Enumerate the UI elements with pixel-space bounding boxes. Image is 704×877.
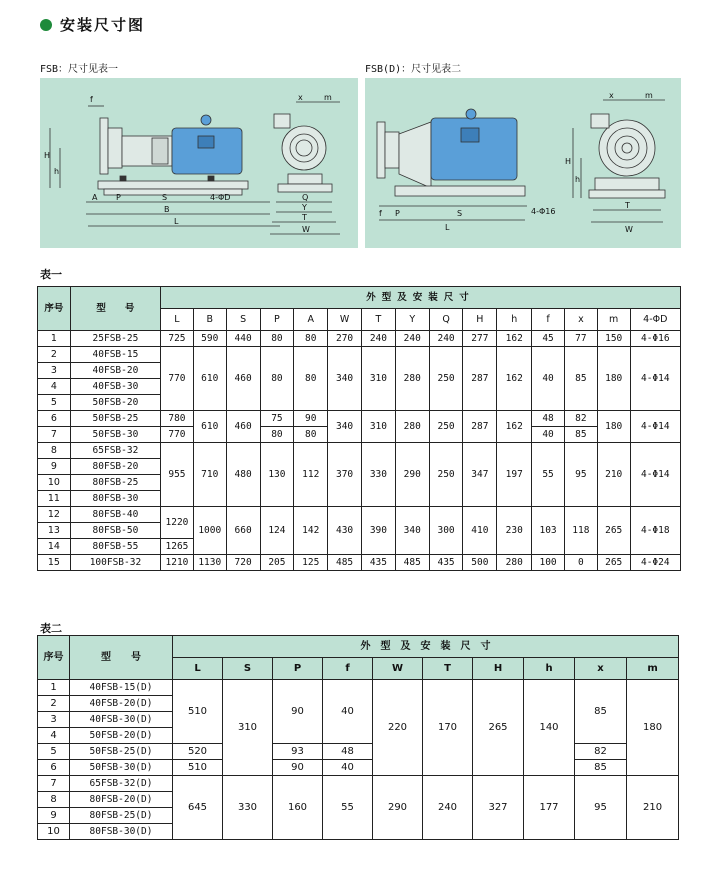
model-cell: 80FSB-55 <box>70 539 160 555</box>
model-cell: 50FSB-20(D) <box>70 728 173 744</box>
value-cell: 330 <box>223 776 273 840</box>
model-cell: 40FSB-20(D) <box>70 696 173 712</box>
table1-col-Y: Y <box>395 309 429 331</box>
value-cell: 4-Φ16 <box>630 331 680 347</box>
value-cell: 40 <box>532 427 565 443</box>
dim-A-label: A <box>92 193 98 202</box>
value-cell: 170 <box>423 680 473 776</box>
value-cell: 1210 <box>161 555 194 571</box>
table1-col-Q: Q <box>429 309 463 331</box>
value-cell: 240 <box>423 776 473 840</box>
table2-col-S: S <box>223 658 273 680</box>
seq-cell: 6 <box>38 760 70 776</box>
table1-label: 表一 <box>40 268 62 281</box>
model-cell: 50FSB-25(D) <box>70 744 173 760</box>
value-cell: 440 <box>226 331 260 347</box>
table1-col-B: B <box>193 309 226 331</box>
value-cell: 287 <box>463 411 497 443</box>
value-cell: 40 <box>323 680 373 744</box>
value-cell: 85 <box>564 347 597 411</box>
value-cell: 180 <box>597 411 630 443</box>
model-cell: 80FSB-25 <box>70 475 160 491</box>
table-row <box>38 331 681 347</box>
seq-cell: 4 <box>38 379 71 395</box>
dim-m-label-2: m <box>645 91 653 100</box>
table-row <box>38 680 679 696</box>
model-cell: 80FSB-20 <box>70 459 160 475</box>
table-row <box>38 555 681 571</box>
value-cell: 277 <box>463 331 497 347</box>
table2-col-W: W <box>373 658 423 680</box>
value-cell: 80 <box>294 427 328 443</box>
seq-cell: 9 <box>38 459 71 475</box>
value-cell: 270 <box>328 331 362 347</box>
seq-cell: 14 <box>38 539 71 555</box>
section-title: 安装尺寸图 <box>60 16 146 34</box>
fsb-dimension-drawing <box>40 78 358 248</box>
seq-cell: 3 <box>38 363 71 379</box>
value-cell: 720 <box>226 555 260 571</box>
table2-col-P: P <box>273 658 323 680</box>
section-header <box>40 14 145 35</box>
table1-col-h: h <box>497 309 532 331</box>
model-cell: 100FSB-32 <box>70 555 160 571</box>
value-cell: 310 <box>361 347 395 411</box>
dim-P-label: P <box>116 193 121 202</box>
value-cell: 48 <box>532 411 565 427</box>
value-cell: 130 <box>260 443 294 507</box>
model-cell: 40FSB-30 <box>70 379 160 395</box>
seq-cell: 12 <box>38 507 71 523</box>
value-cell: 645 <box>173 776 223 840</box>
value-cell: 4-Φ14 <box>630 347 680 411</box>
value-cell: 330 <box>361 443 395 507</box>
value-cell: 162 <box>497 347 532 411</box>
table-row <box>38 443 681 459</box>
table-row <box>38 760 679 776</box>
value-cell: 290 <box>373 776 423 840</box>
model-cell: 40FSB-15(D) <box>70 680 173 696</box>
model-cell: 25FSB-25 <box>70 331 160 347</box>
value-cell: 140 <box>524 680 575 776</box>
value-cell: 280 <box>497 555 532 571</box>
value-cell: 93 <box>273 744 323 760</box>
model-cell: 80FSB-25(D) <box>70 808 173 824</box>
value-cell: 780 <box>161 411 194 427</box>
value-cell: 710 <box>193 443 226 507</box>
seq-cell: 9 <box>38 808 70 824</box>
dim-S-label-2: S <box>457 209 463 218</box>
dim-W-label-2: W <box>625 225 633 234</box>
model-cell: 65FSB-32 <box>70 443 160 459</box>
value-cell: 85 <box>564 427 597 443</box>
value-cell: 125 <box>294 555 328 571</box>
seq-cell: 8 <box>38 443 71 459</box>
dim-Y-label: Y <box>302 203 307 212</box>
value-cell: 210 <box>627 776 679 840</box>
value-cell: 90 <box>273 680 323 744</box>
value-cell: 40 <box>323 760 373 776</box>
seq-cell: 4 <box>38 728 70 744</box>
dim-S-label: S <box>162 193 168 202</box>
model-cell: 80FSB-30(D) <box>70 824 173 840</box>
model-cell: 50FSB-20 <box>70 395 160 411</box>
table1-header-group: 外型及安装尺寸 <box>161 287 681 309</box>
value-cell: 150 <box>597 331 630 347</box>
seq-cell: 7 <box>38 776 70 792</box>
model-cell: 40FSB-20 <box>70 363 160 379</box>
seq-cell: 3 <box>38 712 70 728</box>
value-cell: 40 <box>532 347 565 411</box>
value-cell: 460 <box>226 347 260 411</box>
dim-Q-label: Q <box>302 193 309 202</box>
value-cell: 220 <box>373 680 423 776</box>
value-cell: 210 <box>597 443 630 507</box>
seq-cell: 1 <box>38 331 71 347</box>
table2-label: 表二 <box>40 622 62 635</box>
value-cell: 430 <box>328 507 362 555</box>
value-cell: 95 <box>564 443 597 507</box>
table1-header-model: 型 号 <box>70 287 160 331</box>
value-cell: 370 <box>328 443 362 507</box>
value-cell: 770 <box>161 347 194 411</box>
model-cell: 80FSB-20(D) <box>70 792 173 808</box>
value-cell: 103 <box>532 507 565 555</box>
value-cell: 162 <box>497 331 532 347</box>
seq-cell: 10 <box>38 475 71 491</box>
value-cell: 230 <box>497 507 532 555</box>
value-cell: 240 <box>361 331 395 347</box>
value-cell: 500 <box>463 555 497 571</box>
seq-cell: 6 <box>38 411 71 427</box>
model-cell: 80FSB-50 <box>70 523 160 539</box>
value-cell: 142 <box>294 507 328 555</box>
value-cell: 265 <box>597 555 630 571</box>
table1-col-H: H <box>463 309 497 331</box>
value-cell: 1000 <box>193 507 226 555</box>
value-cell: 265 <box>597 507 630 555</box>
value-cell: 310 <box>223 680 273 776</box>
table2-col-h: h <box>524 658 575 680</box>
dim-bolt-label: 4-ΦD <box>210 193 231 202</box>
value-cell: 280 <box>395 411 429 443</box>
table1-header-seq: 序号 <box>38 287 71 331</box>
value-cell: 1220 <box>161 507 194 539</box>
seq-cell: 13 <box>38 523 71 539</box>
dim-m-label: m <box>324 93 332 102</box>
value-cell: 280 <box>395 347 429 411</box>
model-cell: 50FSB-25 <box>70 411 160 427</box>
value-cell: 240 <box>395 331 429 347</box>
table1-col-W: W <box>328 309 362 331</box>
value-cell: 75 <box>260 411 294 427</box>
dim-P-label-2: P <box>395 209 400 218</box>
table2-col-f: f <box>323 658 373 680</box>
table2-col-H: H <box>473 658 524 680</box>
value-cell: 4-Φ18 <box>630 507 680 555</box>
value-cell: 95 <box>575 776 627 840</box>
table2-col-L: L <box>173 658 223 680</box>
value-cell: 80 <box>294 347 328 411</box>
model-cell: 65FSB-32(D) <box>70 776 173 792</box>
dim-T-label-2: T <box>625 201 630 210</box>
value-cell: 485 <box>328 555 362 571</box>
value-cell: 4-Φ14 <box>630 411 680 443</box>
dim-L-label: L <box>174 217 179 226</box>
seq-cell: 2 <box>38 347 71 363</box>
value-cell: 180 <box>597 347 630 411</box>
value-cell: 340 <box>328 411 362 443</box>
table1-col-D: 4-ΦD <box>630 309 680 331</box>
value-cell: 435 <box>429 555 463 571</box>
table2-header-model: 型 号 <box>70 636 173 680</box>
dim-h-label-2: h <box>575 175 581 184</box>
value-cell: 610 <box>193 347 226 411</box>
value-cell: 520 <box>173 744 223 760</box>
table-row <box>38 411 681 427</box>
table1-col-T: T <box>361 309 395 331</box>
value-cell: 177 <box>524 776 575 840</box>
table2 <box>37 635 679 840</box>
seq-cell: 5 <box>38 395 71 411</box>
dim-f-label-2: f <box>379 209 382 218</box>
table2-header-group: 外 型 及 安 装 尺 寸 <box>173 636 679 658</box>
table1-col-S: S <box>226 309 260 331</box>
seq-cell: 5 <box>38 744 70 760</box>
value-cell: 162 <box>497 411 532 443</box>
table1-col-f: f <box>532 309 565 331</box>
value-cell: 590 <box>193 331 226 347</box>
value-cell: 390 <box>361 507 395 555</box>
value-cell: 55 <box>532 443 565 507</box>
value-cell: 0 <box>564 555 597 571</box>
value-cell: 180 <box>627 680 679 776</box>
table1-col-A: A <box>294 309 328 331</box>
model-cell: 40FSB-30(D) <box>70 712 173 728</box>
value-cell: 82 <box>575 744 627 760</box>
value-cell: 660 <box>226 507 260 555</box>
bullet-dot-icon <box>40 19 52 31</box>
dim-bolt-label-2: 4-Φ16 <box>531 207 556 216</box>
value-cell: 340 <box>395 507 429 555</box>
value-cell: 55 <box>323 776 373 840</box>
value-cell: 510 <box>173 760 223 776</box>
value-cell: 770 <box>161 427 194 443</box>
value-cell: 1130 <box>193 555 226 571</box>
value-cell: 90 <box>294 411 328 427</box>
value-cell: 290 <box>395 443 429 507</box>
table2-header-seq: 序号 <box>38 636 70 680</box>
seq-cell: 2 <box>38 696 70 712</box>
table-row <box>38 776 679 792</box>
left-diagram-label: FSB：尺寸见表一 <box>40 64 119 75</box>
value-cell: 287 <box>463 347 497 411</box>
seq-cell: 8 <box>38 792 70 808</box>
table1-col-m: m <box>597 309 630 331</box>
model-cell: 50FSB-30 <box>70 427 160 443</box>
value-cell: 80 <box>260 347 294 411</box>
dim-W-label: W <box>302 225 310 234</box>
value-cell: 610 <box>193 411 226 443</box>
table-row <box>38 347 681 363</box>
value-cell: 435 <box>361 555 395 571</box>
value-cell: 300 <box>429 507 463 555</box>
value-cell: 327 <box>473 776 524 840</box>
value-cell: 480 <box>226 443 260 507</box>
value-cell: 80 <box>294 331 328 347</box>
value-cell: 82 <box>564 411 597 427</box>
value-cell: 250 <box>429 411 463 443</box>
table-row <box>38 507 681 523</box>
seq-cell: 1 <box>38 680 70 696</box>
value-cell: 205 <box>260 555 294 571</box>
value-cell: 310 <box>361 411 395 443</box>
value-cell: 100 <box>532 555 565 571</box>
table-row <box>38 744 679 760</box>
dim-T-label: T <box>302 213 307 222</box>
table2-col-T: T <box>423 658 473 680</box>
table2-col-m: m <box>627 658 679 680</box>
model-cell: 50FSB-30(D) <box>70 760 173 776</box>
value-cell: 510 <box>173 680 223 744</box>
dim-h-label: h <box>54 167 60 176</box>
seq-cell: 10 <box>38 824 70 840</box>
value-cell: 85 <box>575 760 627 776</box>
value-cell: 80 <box>260 427 294 443</box>
value-cell: 118 <box>564 507 597 555</box>
table2-col-x: x <box>575 658 627 680</box>
value-cell: 85 <box>575 680 627 744</box>
value-cell: 485 <box>395 555 429 571</box>
value-cell: 197 <box>497 443 532 507</box>
value-cell: 124 <box>260 507 294 555</box>
value-cell: 250 <box>429 443 463 507</box>
value-cell: 347 <box>463 443 497 507</box>
value-cell: 340 <box>328 347 362 411</box>
model-cell: 80FSB-30 <box>70 491 160 507</box>
value-cell: 48 <box>323 744 373 760</box>
value-cell: 90 <box>273 760 323 776</box>
value-cell: 410 <box>463 507 497 555</box>
value-cell: 77 <box>564 331 597 347</box>
dim-H-label: H <box>44 151 51 160</box>
value-cell: 4-Φ14 <box>630 443 680 507</box>
dim-x-label-2: x <box>609 91 614 100</box>
dim-H-label-2: H <box>565 157 572 166</box>
value-cell: 112 <box>294 443 328 507</box>
value-cell: 1265 <box>161 539 194 555</box>
right-diagram-label: FSB(D)：尺寸见表二 <box>365 64 462 75</box>
value-cell: 955 <box>161 443 194 507</box>
table1 <box>37 286 681 571</box>
value-cell: 265 <box>473 680 524 776</box>
table1-col-x: x <box>564 309 597 331</box>
value-cell: 460 <box>226 411 260 443</box>
seq-cell: 11 <box>38 491 71 507</box>
value-cell: 240 <box>429 331 463 347</box>
value-cell: 80 <box>260 331 294 347</box>
value-cell: 725 <box>161 331 194 347</box>
dim-L-label-2: L <box>445 223 450 232</box>
value-cell: 160 <box>273 776 323 840</box>
table1-col-P: P <box>260 309 294 331</box>
value-cell: 45 <box>532 331 565 347</box>
fsbd-dimension-drawing <box>365 78 681 248</box>
seq-cell: 7 <box>38 427 71 443</box>
dim-x-label: x <box>298 93 303 102</box>
dim-f-label: f <box>90 95 93 104</box>
model-cell: 40FSB-15 <box>70 347 160 363</box>
model-cell: 80FSB-40 <box>70 507 160 523</box>
value-cell: 250 <box>429 347 463 411</box>
seq-cell: 15 <box>38 555 71 571</box>
table1-col-L: L <box>161 309 194 331</box>
value-cell: 4-Φ24 <box>630 555 680 571</box>
dim-B-label: B <box>164 205 170 214</box>
